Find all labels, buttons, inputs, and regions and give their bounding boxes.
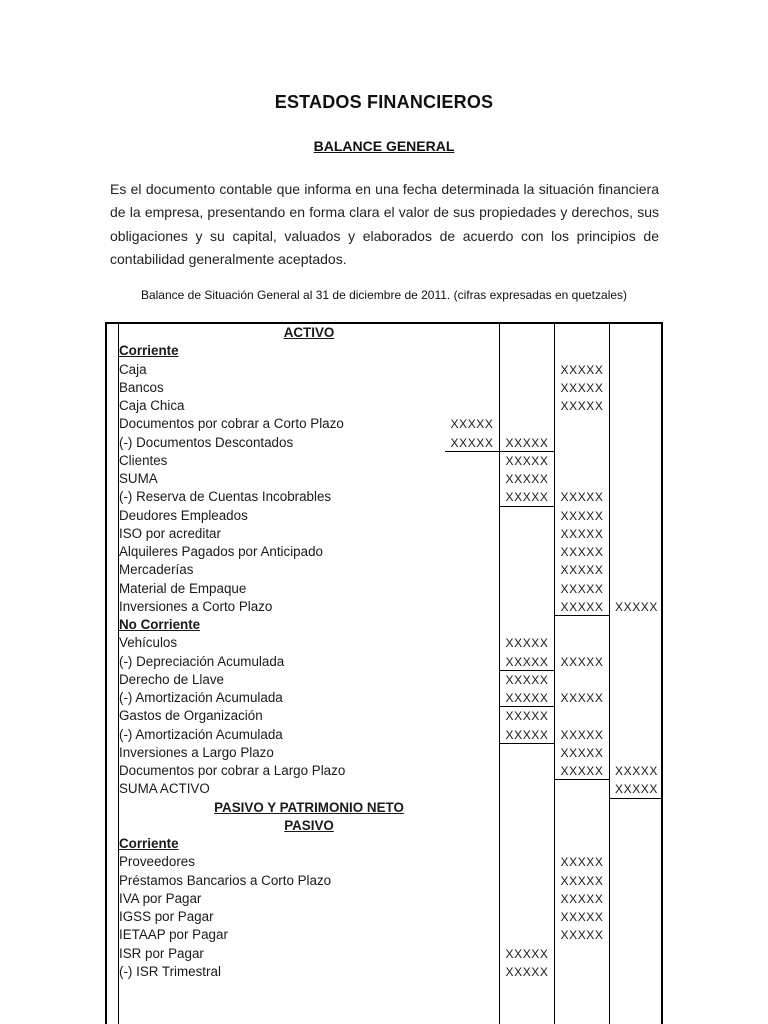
account-label: Documentos por cobrar a Corto Plazo (119, 416, 344, 432)
account-label: (-) ISR Trimestral (119, 963, 221, 979)
account-label: ISR por Pagar (119, 945, 204, 961)
section-subtitle: BALANCE GENERAL (313, 138, 455, 154)
account-label: Inversiones a Corto Plazo (119, 598, 273, 614)
amount-cell: XXXXX (560, 399, 604, 413)
account-label: Material de Empaque (119, 580, 247, 596)
amount-cell: XXXXX (505, 709, 549, 724)
table-section-heading: PASIVO (284, 817, 334, 833)
table-caption: Balance de Situación General al 31 de diciembre de 2011. (cifras expresadas en quetzales) (140, 288, 628, 302)
account-label: Vehículos (119, 635, 178, 651)
account-label: SUMA (119, 471, 158, 486)
amount-cell: XXXXX (560, 545, 604, 559)
amount-cell: XXXXX (560, 910, 604, 924)
account-label: SUMA ACTIVO (119, 781, 210, 797)
amount-cell: XXXXX (505, 727, 549, 742)
sum-rule-line (500, 451, 554, 452)
amount-cell: XXXXX (505, 964, 549, 979)
account-label: Caja Chica (119, 398, 185, 413)
amount-cell: XXXXX (560, 490, 604, 505)
amount-cell: XXXXX (505, 435, 549, 450)
account-label: (-) Reserva de Cuentas Incobrables (119, 489, 332, 505)
amount-cell: XXXXX (560, 873, 604, 888)
account-label: (-) Amortización Acumulada (119, 690, 283, 705)
table-section-heading: PASIVO Y PATRIMONIO NETO (214, 799, 404, 815)
amount-cell: XXXXX (450, 435, 494, 450)
amount-cell: XXXXX (505, 453, 549, 468)
account-label: IETAAP por Pagar (119, 927, 228, 943)
amount-cell: XXXXX (505, 636, 549, 651)
table-section-heading: ACTIVO (283, 325, 335, 340)
account-label: ISO por acreditar (119, 525, 221, 541)
sum-rule-line (555, 615, 609, 616)
amount-cell: XXXXX (505, 691, 549, 705)
document-title: ESTADOS FINANCIEROS (274, 92, 494, 112)
sum-rule-line (445, 451, 499, 452)
amount-cell: XXXXX (505, 472, 549, 486)
amount-cell: XXXXX (450, 417, 494, 432)
amount-cell: XXXXX (614, 599, 659, 614)
amount-cell: XXXXX (560, 380, 604, 395)
account-label: Derecho de Llave (119, 671, 224, 687)
amount-cell: XXXXX (614, 764, 659, 778)
account-label: Documentos por cobrar a Largo Plazo (119, 763, 346, 778)
account-label: Gastos de Organización (119, 708, 263, 724)
account-label: Deudores Empleados (119, 507, 248, 523)
amount-cell: XXXXX (505, 946, 549, 961)
account-label: Bancos (119, 379, 164, 395)
table-subsection-heading: Corriente (119, 343, 179, 359)
amount-cell: XXXXX (505, 654, 549, 669)
amount-cell: XXXXX (560, 891, 604, 906)
amount-cell: XXXXX (560, 764, 604, 778)
amount-cell: XXXXX (560, 362, 604, 377)
amount-cell: XXXXX (560, 691, 604, 705)
amount-cell: XXXXX (560, 526, 604, 541)
amount-cell: XXXXX (560, 599, 604, 614)
column-divider-3 (609, 322, 610, 1024)
account-label: (-) Depreciación Acumulada (119, 653, 285, 669)
account-label: Proveedores (119, 854, 195, 870)
sum-rule-line (500, 506, 554, 507)
amount-cell: XXXXX (614, 782, 659, 797)
amount-cell: XXXXX (560, 581, 604, 596)
sum-rule-line (500, 670, 554, 671)
amount-cell: XXXXX (560, 855, 604, 870)
account-label: Mercaderías (119, 562, 194, 578)
account-label: Alquileres Pagados por Anticipado (119, 544, 323, 559)
sum-rule-line (500, 743, 554, 744)
amount-cell: XXXXX (505, 672, 549, 687)
account-label: (-) Amortización Acumulada (119, 726, 283, 742)
account-label: Clientes (119, 452, 168, 468)
table-subsection-heading: Corriente (119, 836, 179, 851)
account-label: Préstamos Bancarios a Corto Plazo (119, 872, 332, 888)
account-label: Caja (119, 361, 147, 377)
account-label: Inversiones a Largo Plazo (119, 744, 274, 760)
amount-cell: XXXXX (560, 563, 604, 578)
account-label: IVA por Pagar (119, 890, 202, 906)
sum-rule-line (500, 706, 554, 707)
sum-rule-line (610, 798, 663, 799)
account-label: IGSS por Pagar (119, 909, 214, 924)
table-subsection-heading: No Corriente (119, 617, 201, 632)
account-label: (-) Documentos Descontados (119, 434, 294, 450)
amount-cell: XXXXX (560, 727, 604, 742)
amount-cell: XXXXX (560, 745, 604, 760)
amount-cell: XXXXX (560, 508, 604, 523)
amount-cell: XXXXX (560, 928, 604, 943)
intro-paragraph: Es el documento contable que informa en una fecha determinada la situación financiera de la empresa, presentando en forma clara el valor de sus propiedades y derechos, sus obligaciones y su capital, valuados y elaborados de acuerdo con los principios de contabilidad generalmente aceptados. (110, 181, 659, 267)
amount-cell: XXXXX (505, 490, 549, 505)
sum-rule-line (555, 779, 609, 780)
amount-cell: XXXXX (560, 654, 604, 669)
